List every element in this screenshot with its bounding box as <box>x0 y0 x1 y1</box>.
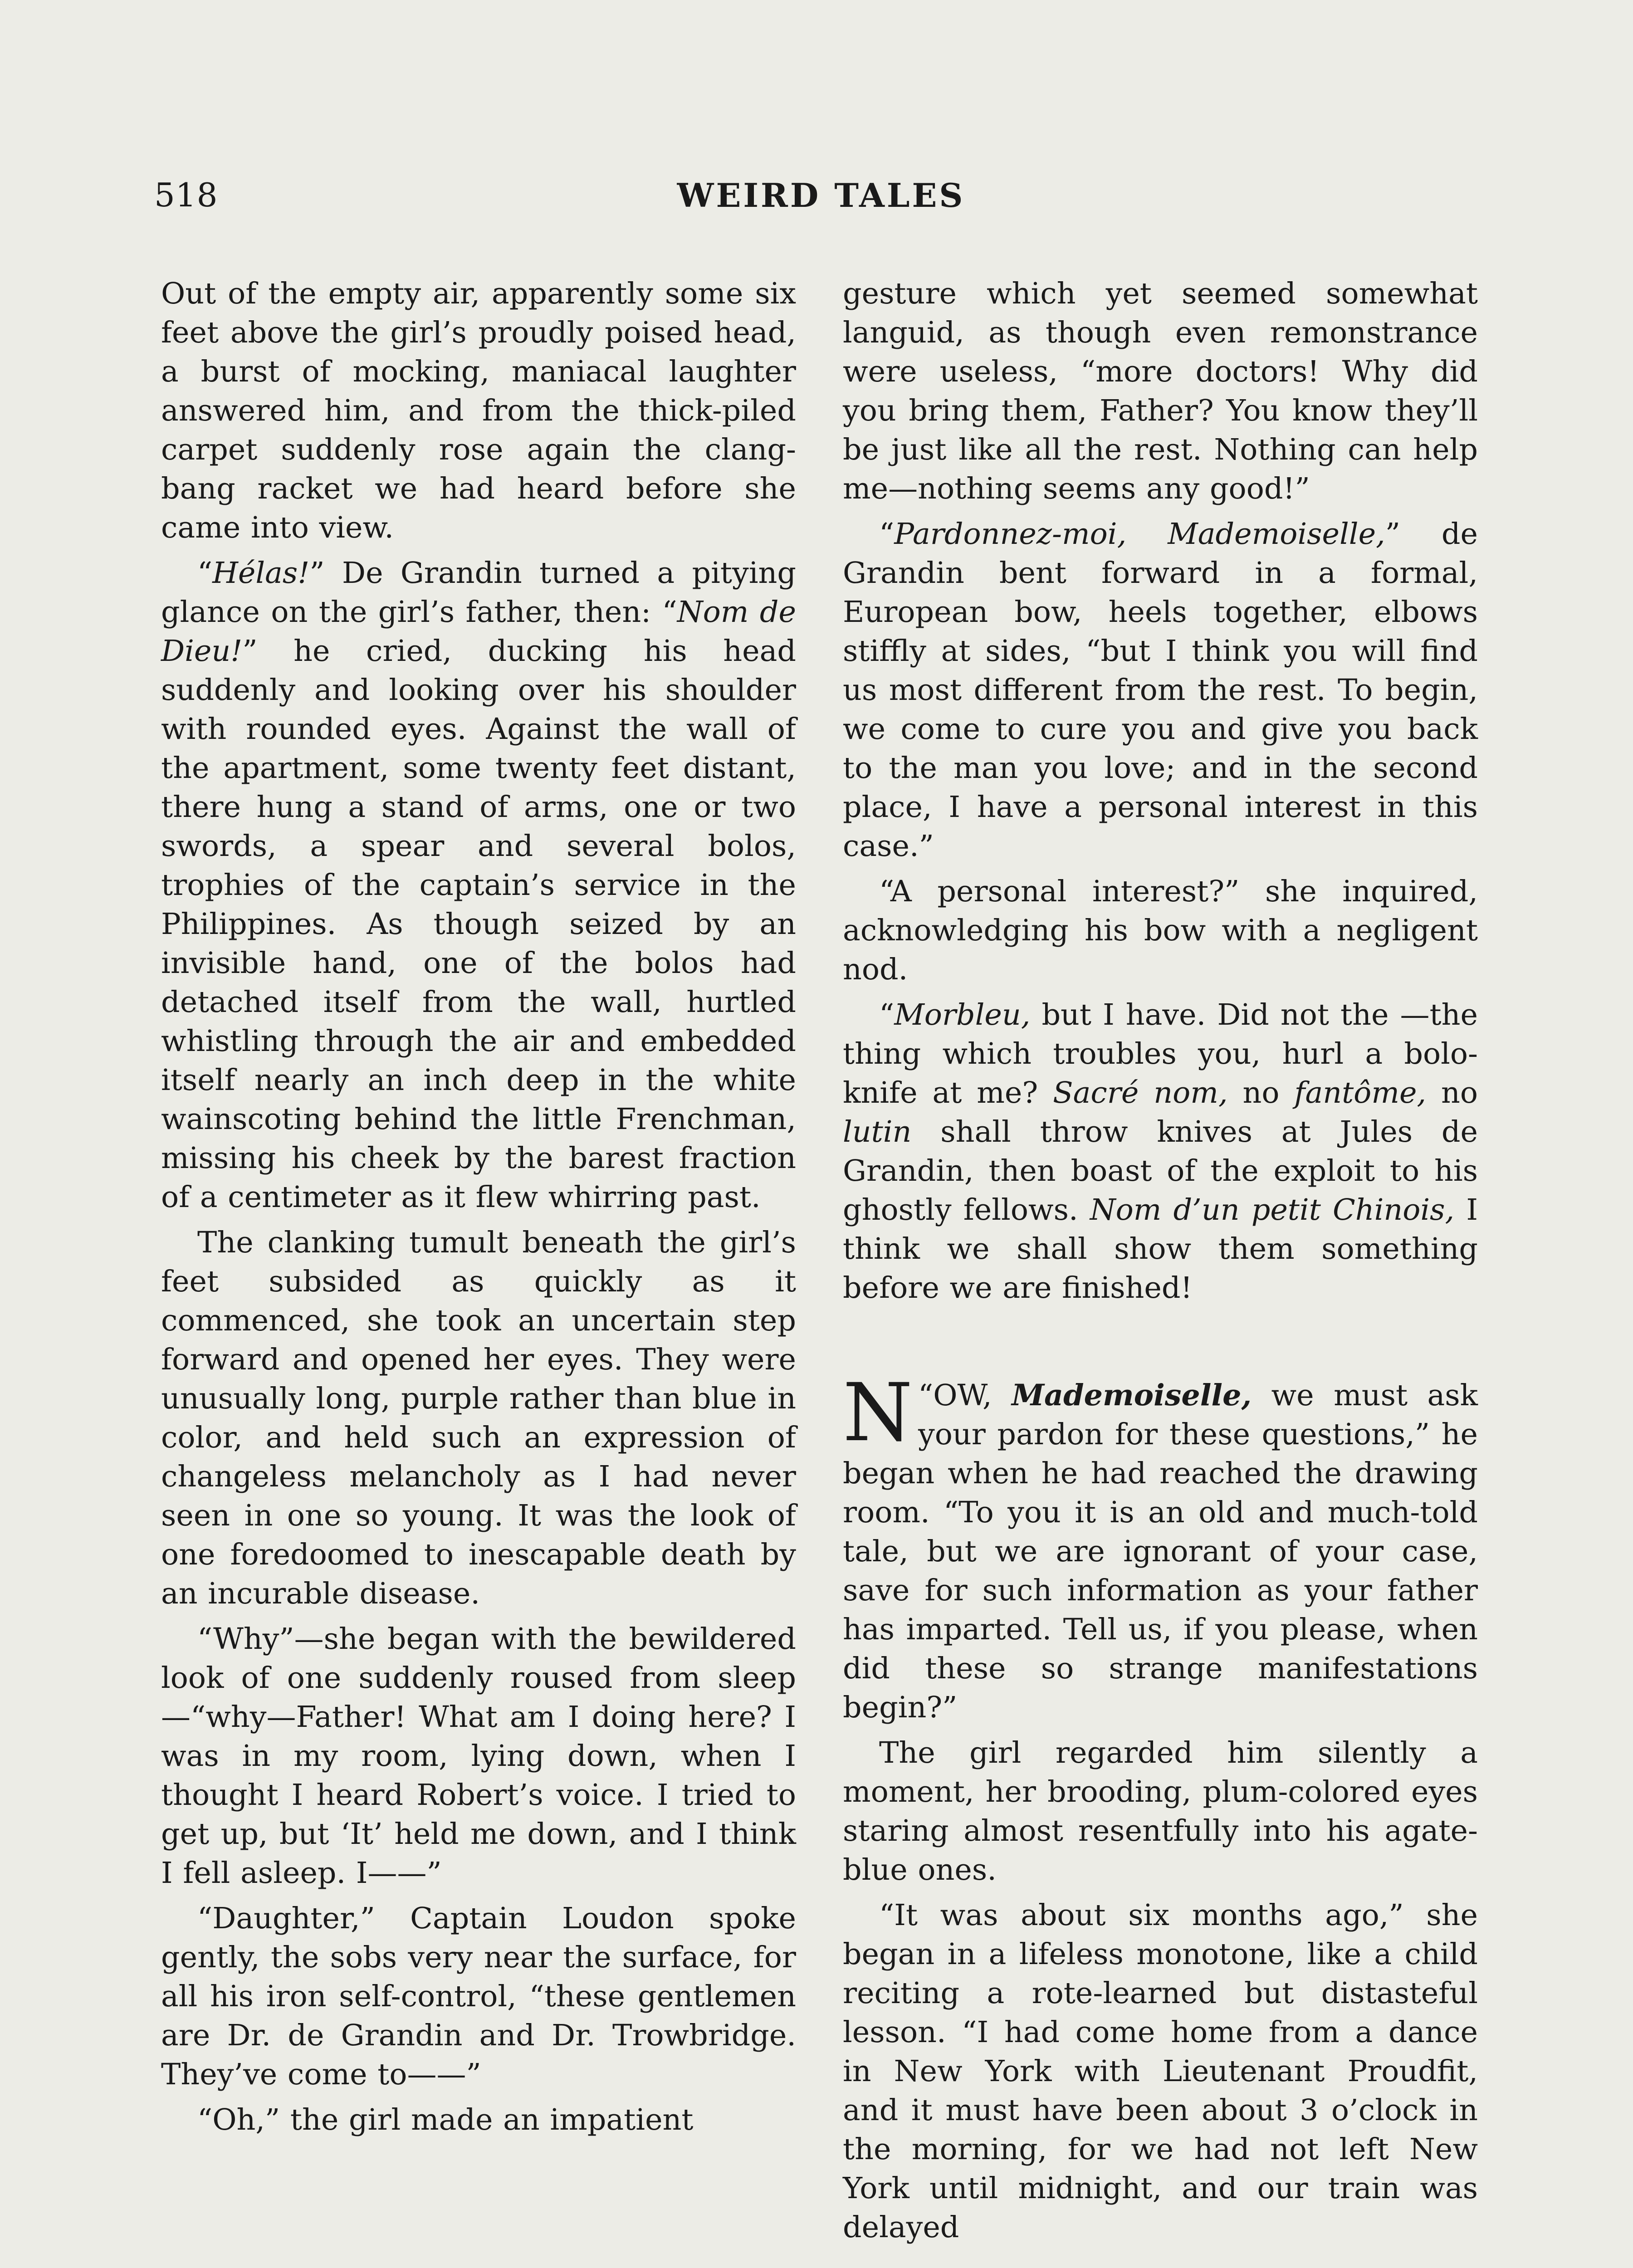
paragraph <box>161 2101 796 2140</box>
italic-run: lutin <box>843 1115 912 1149</box>
text-run: we must ask your pardon for these questions,” he began when he had reached the drawing room. “To you it is an old and much-told tale, but we are ignorant of your case, save for such information as your father has imparted. Tell us, if you please, when did these so strange manifestations begin?” <box>843 1378 1478 1725</box>
italic-run: Sacré nom, <box>1053 1076 1228 1110</box>
section-opening-paragraph <box>843 1366 1478 1727</box>
text-run: “ <box>918 1378 934 1413</box>
text-run: “ <box>879 517 895 551</box>
text-run: ” de Grandin bent forward in a formal, European bow, heels together, elbows stiffly at sides, “but I think you will find us most different from the rest. To begin, we come to cure you and give you back to the man you love; and in the second place, I have a personal interest in this case.” <box>843 517 1478 863</box>
text-run: “Daughter,” Captain Loudon spoke gently, the sobs very near the surface, for all his iron self-control, “these gentlemen are Dr. de Grandin and Dr. Trowbridge. They’ve come to——” <box>161 1901 796 2092</box>
italic-run: Nom de Dieu! <box>161 595 796 668</box>
text-run: “A personal interest?” she inquired, acknowledging his bow with a negligent nod. <box>843 875 1478 987</box>
paragraph <box>843 274 1478 508</box>
text-run: The clanking tumult beneath the girl’s feet subsided as quickly as it commenced, she took an uncertain step forward and opened her eyes. They were unusually long, purple rather than blue in color, and held such an expression of changeless melancholy as I had never seen in one so young. It was the look of one foredoomed to inescapable death by an incurable disease. <box>161 1226 796 1611</box>
text-run: “ <box>197 556 213 590</box>
text-run: “ <box>879 998 895 1032</box>
italic-run: Nom d’un petit Chinois, <box>1090 1193 1455 1227</box>
paragraph <box>843 515 1478 866</box>
paragraph <box>161 554 796 1217</box>
paragraph <box>161 1223 796 1613</box>
text-column-left <box>161 274 796 2146</box>
italic-run: Pardonnez-moi, Mademoiselle, <box>894 517 1385 551</box>
text-run: “Why”—she began with the bewildered look of one suddenly roused from sleep—“why—Father! What am I doing here? I was in my room, lying down, when I thought I heard Robert’s voice. I tried to get up, but ‘It’ held me down, and I think I fell asleep. I——” <box>161 1622 796 1890</box>
text-run: but I have. Did not the —the thing which troubles you, hurl a bolo-knife at me? <box>843 998 1478 1110</box>
italic-run: Mademoiselle, <box>1012 1378 1252 1413</box>
text-column-right <box>843 274 1478 2253</box>
italic-run: Hélas! <box>212 556 310 590</box>
text-run: gesture which yet seemed somewhat languid, as though even remonstrance were useless, “more doctors! Why did you bring them, Father? You know they’ll be just like all the rest. Nothing can help me—nothing seems any good!” <box>843 277 1478 506</box>
text-run: ” De Grandin turned a pitying glance on the girl’s father, then: “ <box>161 556 796 629</box>
paragraph <box>843 1734 1478 1890</box>
drop-cap: N <box>843 1366 913 1459</box>
text-run: “It was about six months ago,” she began in a lifeless monotone, like a child reciting a rote-learned but distasteful lesson. “I had come home from a dance in New York with Lieutenant Proudfit, and it must have been about 3 o’clock in the morning, for we had not left New York until midnight, and our train was delayed <box>843 1898 1478 2244</box>
text-run: OW, <box>933 1378 1012 1413</box>
page-number: 518 <box>154 176 218 214</box>
text-run: no <box>1227 1076 1295 1110</box>
text-run: I think we shall show them something before we are finished! <box>843 1193 1478 1305</box>
paragraph <box>161 274 796 547</box>
paragraph <box>161 1899 796 2094</box>
paragraph <box>843 872 1478 989</box>
running-title: WEIRD TALES <box>677 176 965 215</box>
text-run: The girl regarded him silently a moment, her brooding, plum-colored eyes staring almost resentfully into his agate-blue ones. <box>843 1736 1478 1887</box>
italic-run: fantôme, <box>1294 1076 1427 1110</box>
text-run: shall throw knives at Jules de Grandin, then boast of the exploit to his ghostly fellows. <box>843 1115 1478 1227</box>
paragraph <box>843 996 1478 1308</box>
text-run: ” he cried, ducking his head suddenly and looking over his shoulder with rounded eyes. Against the wall of the apartment, some twenty feet distant, there hung a stand of arms, one or two swords, a spear and several bolos, trophies of the captain’s service in the Philippines. As though seized by an invisible hand, one of the bolos had detached itself from the wall, hurtled whistling through the air and embedded itself nearly an inch deep in the white wainscoting behind the little Frenchman, missing his cheek by the barest fraction of a centimeter as it flew whirring past. <box>161 634 796 1214</box>
page-header <box>154 176 1488 226</box>
paragraph <box>161 1620 796 1893</box>
text-run: “Oh,” the girl made an impatient <box>197 2103 694 2137</box>
paragraph <box>843 1896 1478 2247</box>
text-run: Out of the empty air, apparently some six feet above the girl’s proudly poised head, a burst of mocking, maniacal laughter answered him, and from the thick-piled carpet suddenly rose again the clang-bang racket we had heard before she came into view. <box>161 277 796 545</box>
italic-run: Morbleu, <box>894 998 1031 1032</box>
text-run: no <box>1426 1076 1478 1110</box>
